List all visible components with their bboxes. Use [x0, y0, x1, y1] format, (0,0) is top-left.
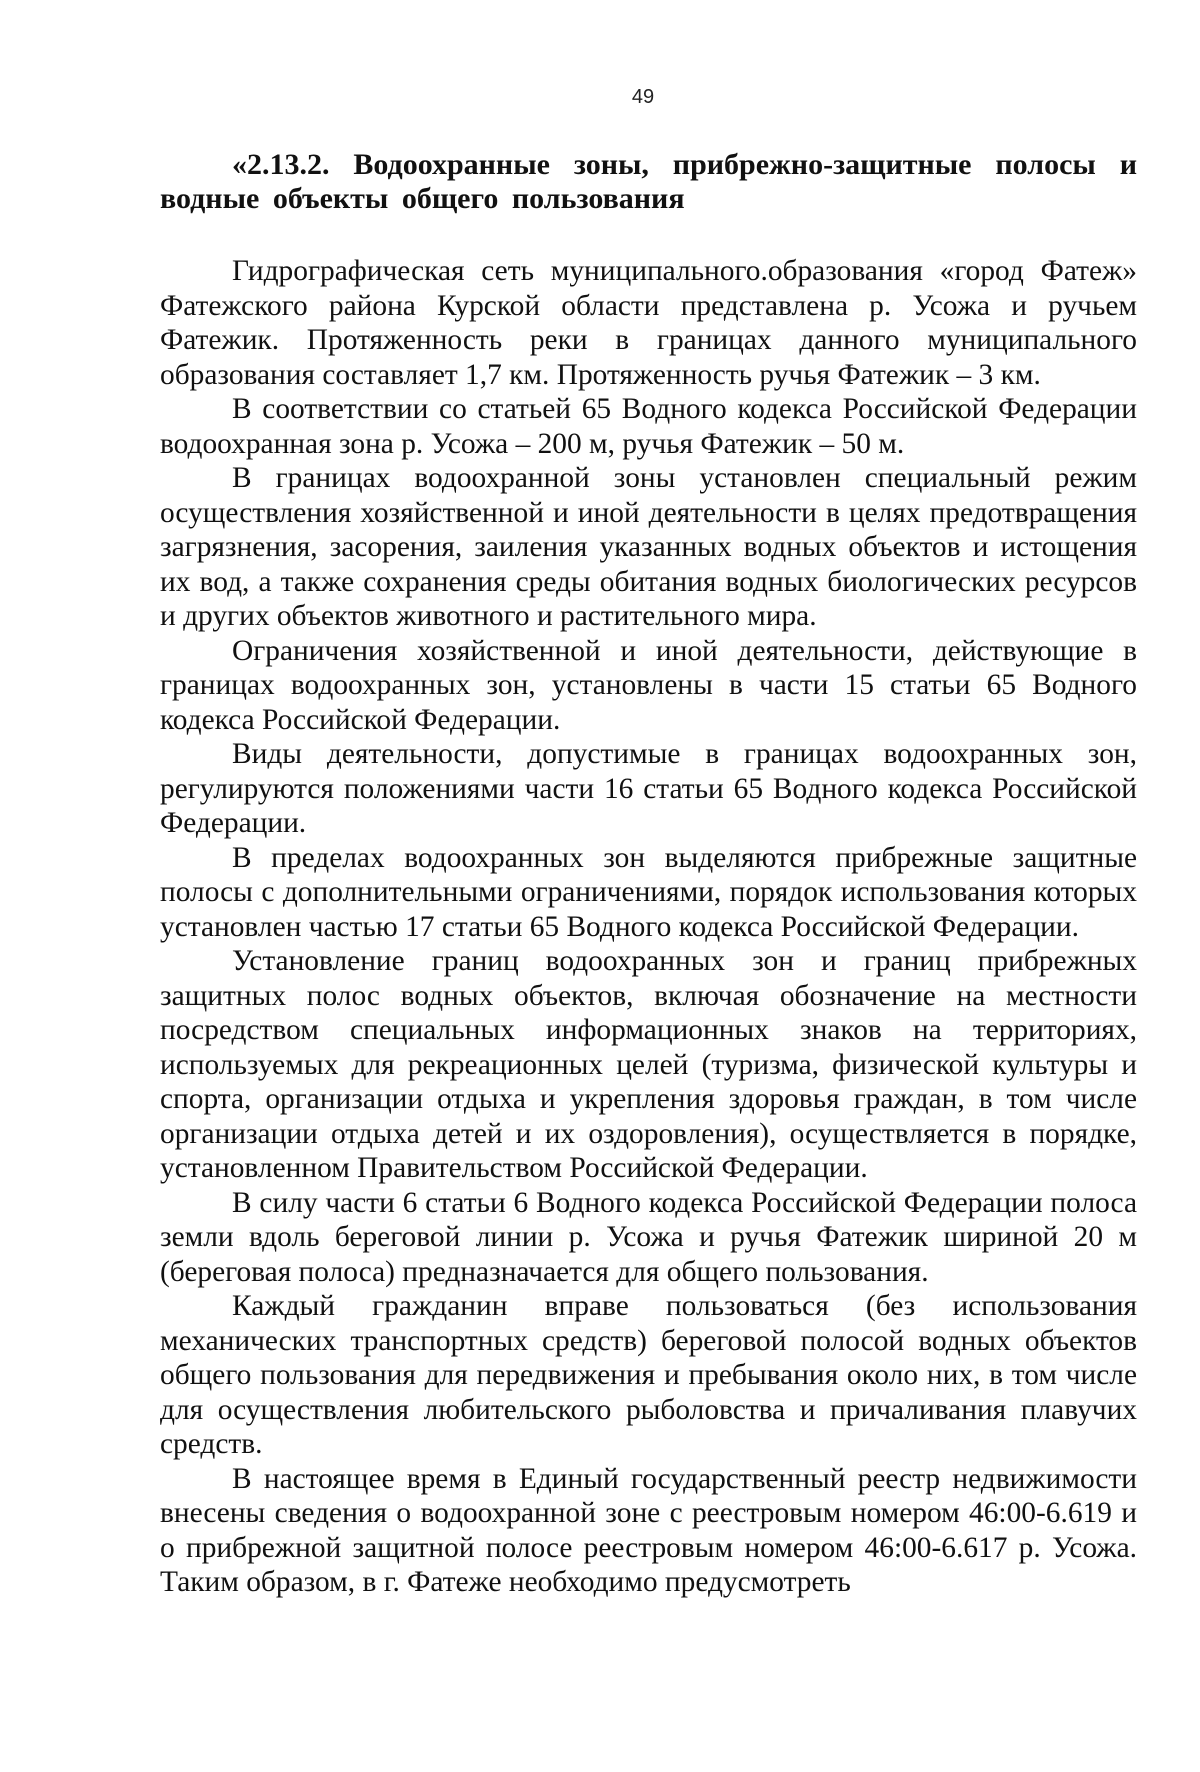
- page-content: [160, 148, 1137, 1600]
- paragraph: В силу части 6 статьи 6 Водного кодекса Российской Федерации полоса земли вдоль береговой линии р. Усожа и ручья Фатежик шириной 20 м (береговая полоса) предназначается для общего пользования.: [160, 1186, 1137, 1288]
- paragraph: Гидрографическая сеть муниципального.образования «город Фатеж» Фатежского района Курской области представлена р. Усожа и ручьем Фатежик. Протяженность реки в границах данного муниципального образования составляет 1,7 км. Протяженность ручья Фатежик – 3 км.: [160, 255, 1137, 391]
- page-number: 49: [631, 86, 655, 108]
- paragraph: Каждый гражданин вправе пользоваться (без использования механических транспортных средств) береговой полосой водных объектов общего пользования для передвижения и пребывания около них, в том числе для осуществления любительского рыболовства и причаливания плавучих средств.: [160, 1290, 1137, 1460]
- section-heading: «2.13.2. Водоохранные зоны, прибрежно-защитные полосы и водные объекты общего пользования: [160, 148, 1137, 215]
- paragraph: В настоящее время в Единый государственный реестр недвижимости внесены сведения о водоохранной зоне с реестровым номером 46:00-6.619 и о прибрежной защитной полосе реестровым номером 46:00-6.617 р. Усожа. Таким образом, в г. Фатеже необходимо предусмотреть: [160, 1462, 1137, 1598]
- paragraph: Установление границ водоохранных зон и границ прибрежных защитных полос водных объектов, включая обозначение на местности посредством специальных информационных знаков на территориях, используемых для рекреационных целей (туризма, физической культуры и спорта, организации отдыха и укрепления здоровья граждан, в том числе организации отдыха детей и их оздоровления), осуществляется в порядке, установленном Правительством Российской Федерации.: [160, 945, 1137, 1184]
- paragraph: В соответствии со статьей 65 Водного кодекса Российской Федерации водоохранная зона р. Усожа – 200 м, ручья Фатежик – 50 м.: [160, 393, 1137, 460]
- body-text: [160, 254, 1137, 1600]
- paragraph: Виды деятельности, допустимые в границах водоохранных зон, регулируются положениями части 16 статьи 65 Водного кодекса Российской Федерации.: [160, 738, 1137, 839]
- paragraph: Ограничения хозяйственной и иной деятельности, действующие в границах водоохранных зон, установлены в части 15 статьи 65 Водного кодекса Российской Федерации.: [160, 634, 1137, 736]
- paragraph: В пределах водоохранных зон выделяются прибрежные защитные полосы с дополнительными ограничениями, порядок использования которых установлен частью 17 статьи 65 Водного кодекса Российской Федерации.: [160, 841, 1137, 943]
- paragraph: В границах водоохранной зоны установлен специальный режим осуществления хозяйственной и иной деятельности в целях предотвращения загрязнения, засорения, заиления указанных водных объектов и истощения их вод, а также сохранения среды обитания водных биологических ресурсов и других объектов животного и растительного мира.: [160, 462, 1137, 632]
